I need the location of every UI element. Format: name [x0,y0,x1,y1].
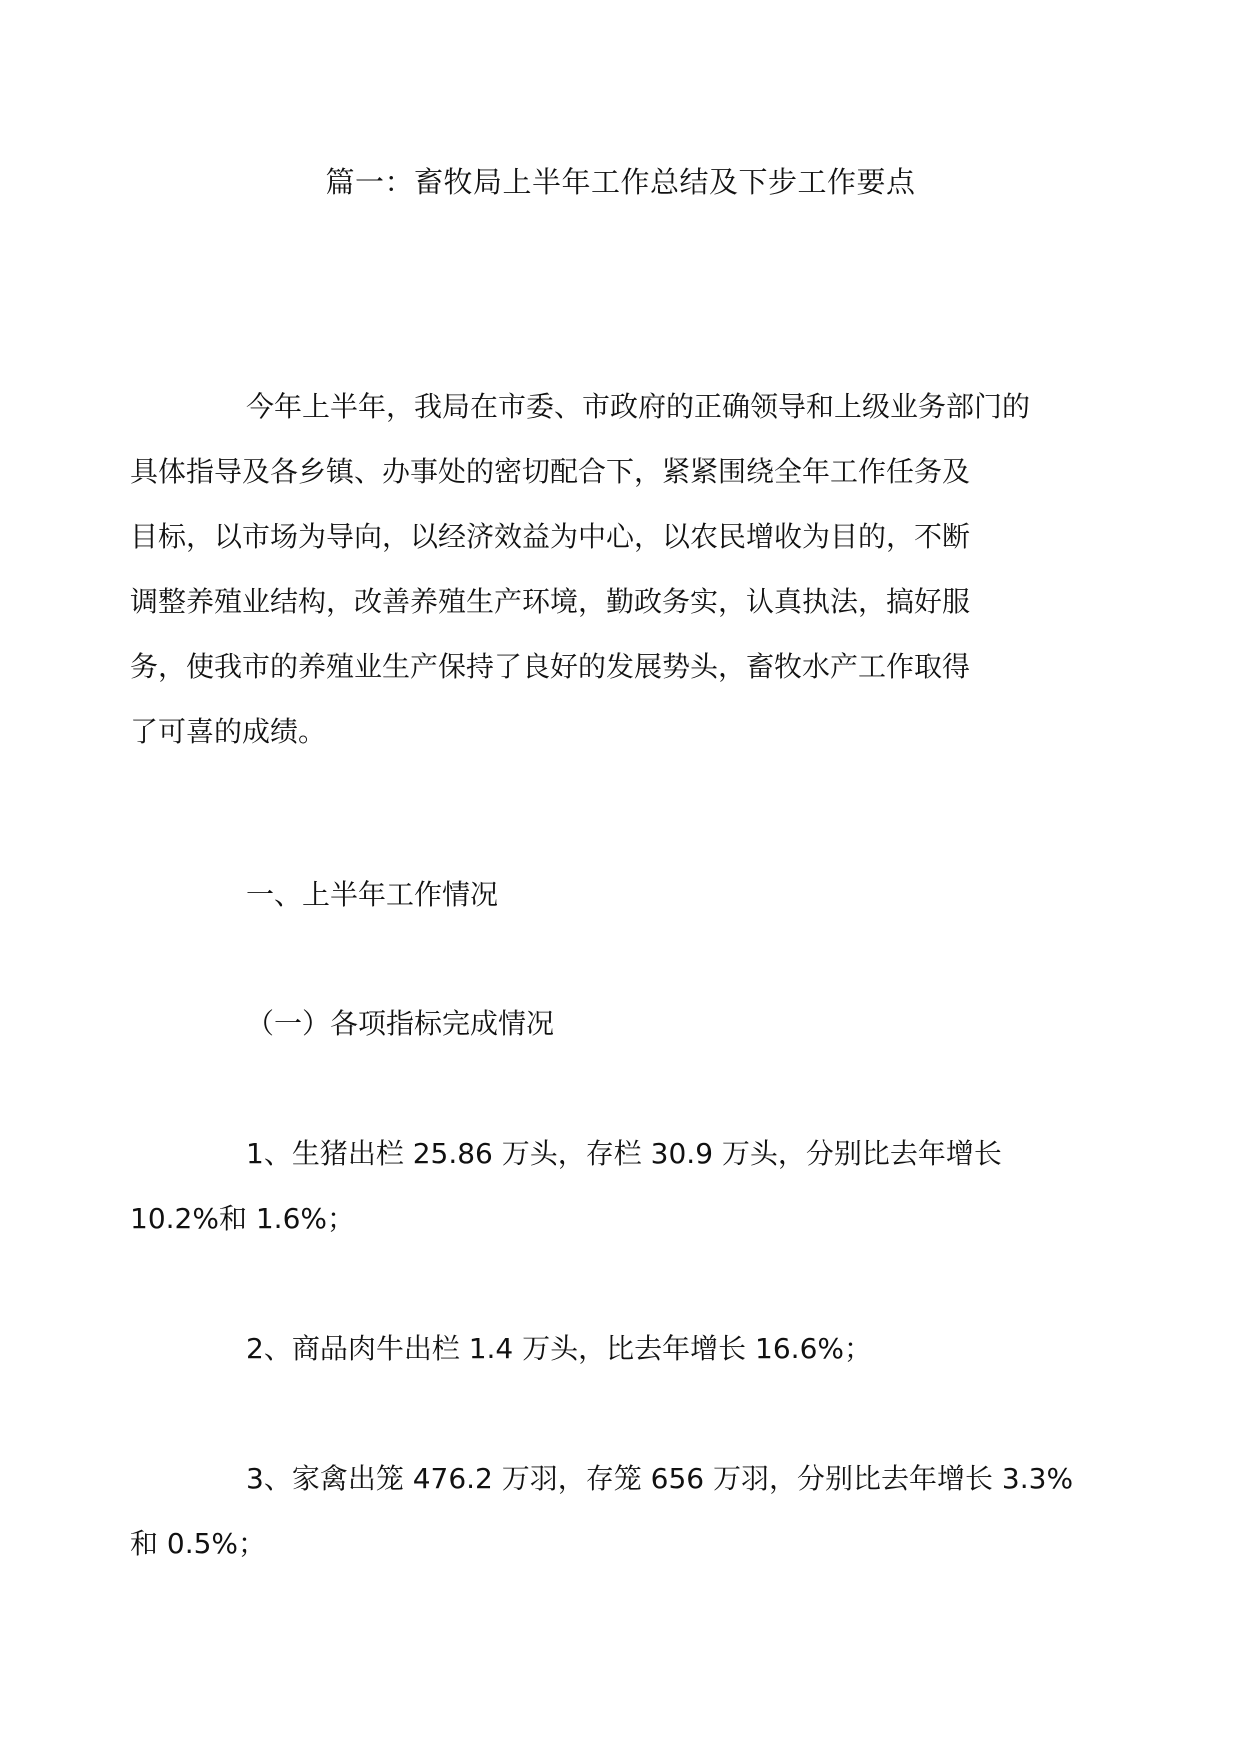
intro-line-1: 今年上半年，我局在市委、市政府的正确领导和上级业务部门的 [246,390,1031,423]
list-item-3-line-2: 和 0.5%； [130,1527,267,1560]
subsection-heading [188,991,1068,1056]
list-item-2 [188,1316,1068,1381]
list-item-1-line-2: 10.2%和 1.6%； [130,1202,355,1235]
intro-line-4: 调整养殖业结构，改善养殖生产环境，勤政务实，认真执法，搞好服 [130,585,971,618]
intro-line-6: 了可喜的成绩。 [130,715,327,748]
intro-line-2: 具体指导及各乡镇、办事处的密切配合下，紧紧围绕全年工作任务及 [130,455,971,488]
section-heading [188,862,1068,927]
list-item-2-text: 2、商品肉牛出栏 1.4 万头，比去年增长 16.6%； [246,1332,872,1365]
intro-line-3: 目标，以市场为导向，以经济效益为中心，以农民增收为目的，不断 [130,520,971,553]
intro-line-5: 务，使我市的养殖业生产保持了良好的发展势头，畜牧水产工作取得 [130,650,971,683]
section-heading-text: 一、上半年工作情况 [246,878,499,911]
list-item-3-line-1: 3、家禽出笼 476.2 万羽，存笼 656 万羽，分别比去年增长 3.3% [246,1462,1074,1495]
list-item-3 [130,1446,1074,1576]
subsection-heading-text: （一）各项指标完成情况 [246,1007,555,1040]
list-item-1-line-1: 1、生猪出栏 25.86 万头，存栏 30.9 万头，分别比去年增长 [246,1137,1002,1170]
list-item-1 [130,1121,1068,1251]
document-title: 篇一：畜牧局上半年工作总结及下步工作要点 [325,165,916,199]
intro-paragraph [130,374,1068,764]
